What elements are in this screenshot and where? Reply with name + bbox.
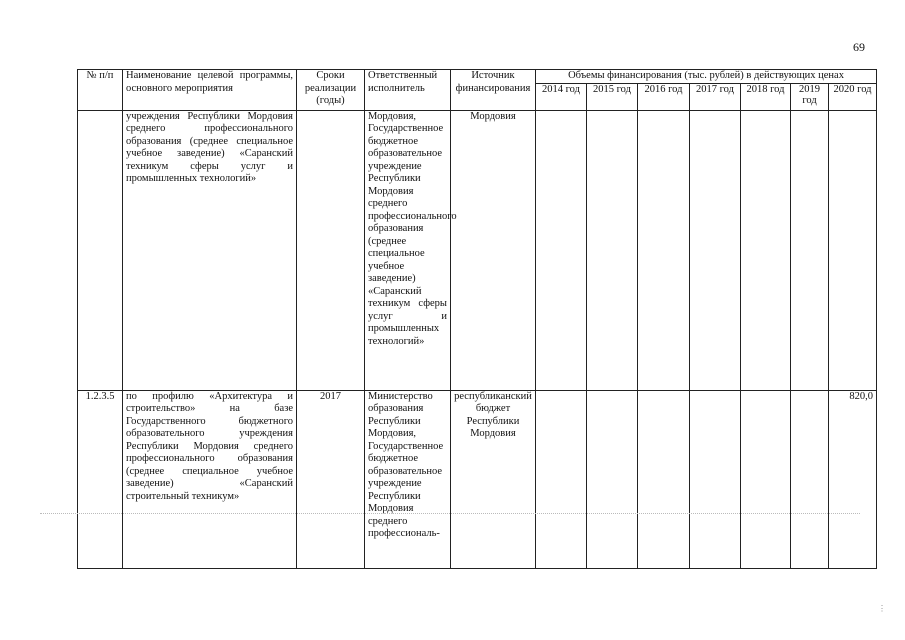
- header-name: Наименование целевой программы, основного мероприятия: [123, 70, 297, 111]
- header-year: 2014 год: [536, 83, 587, 110]
- header-terms: Сроки реализации (годы): [297, 70, 365, 111]
- row-value: [690, 390, 741, 568]
- row-num: 1.2.3.5: [78, 390, 123, 568]
- row-source: республиканский бюджет Республики Мордовия: [451, 390, 536, 568]
- row-value: [741, 390, 791, 568]
- header-year: 2017 год: [690, 83, 741, 110]
- table-row: [78, 110, 877, 390]
- header-source: Источник финансирования: [451, 70, 536, 111]
- row-value: [587, 390, 638, 568]
- table-row: [78, 390, 877, 568]
- table-header-row: [78, 70, 877, 84]
- row-value: [791, 110, 829, 390]
- row-value: [638, 390, 690, 568]
- scan-artifact-mark: ⋮: [878, 604, 886, 613]
- row-terms: 2017: [297, 390, 365, 568]
- row-value: [829, 110, 877, 390]
- row-value: [690, 110, 741, 390]
- row-value: [587, 110, 638, 390]
- header-year: 2015 год: [587, 83, 638, 110]
- page-number: 69: [853, 40, 865, 54]
- row-value: [791, 390, 829, 568]
- header-year: 2019 год: [791, 83, 829, 110]
- funding-table: [77, 69, 877, 569]
- row-value: [741, 110, 791, 390]
- header-year: 2016 год: [638, 83, 690, 110]
- header-year: 2018 год: [741, 83, 791, 110]
- header-responsible: Ответственный исполнитель: [365, 70, 451, 111]
- row-value: [536, 390, 587, 568]
- scan-dotted-line: [40, 513, 860, 514]
- row-source: Мордовия: [451, 110, 536, 390]
- row-value: 820,0: [829, 390, 877, 568]
- header-year: 2020 год: [829, 83, 877, 110]
- header-funding: Объемы финансирования (тыс. рублей) в действующих ценах: [536, 70, 877, 84]
- row-value: [638, 110, 690, 390]
- row-name: учреждения Республики Мордовия среднего профессионального образования (среднее специальное учебное заведение) «Саранский техникум сферы услуг и промышленных технологий»: [123, 110, 297, 390]
- row-responsible: Министерство образования Республики Мордовия, Государственное бюджетное образовательное учреждение Республики Мордовия среднего профессиональ-: [365, 390, 451, 568]
- row-name: по профилю «Архитектура и строительство» на базе Государственного бюджетного образовательного учреждения Республики Мордовия среднего профессионального образования (среднее специальное учебное заведение) «Саранский строительный техникум»: [123, 390, 297, 568]
- row-value: [536, 110, 587, 390]
- row-responsible: Мордовия, Государственное бюджетное образовательное учреждение Республики Мордовия среднего профессионального образования (среднее специальное учебное заведение) «Саранский техникум сферы услуг и промышленных технологий»: [365, 110, 451, 390]
- header-num: № п/п: [78, 70, 123, 111]
- row-num: [78, 110, 123, 390]
- row-terms: [297, 110, 365, 390]
